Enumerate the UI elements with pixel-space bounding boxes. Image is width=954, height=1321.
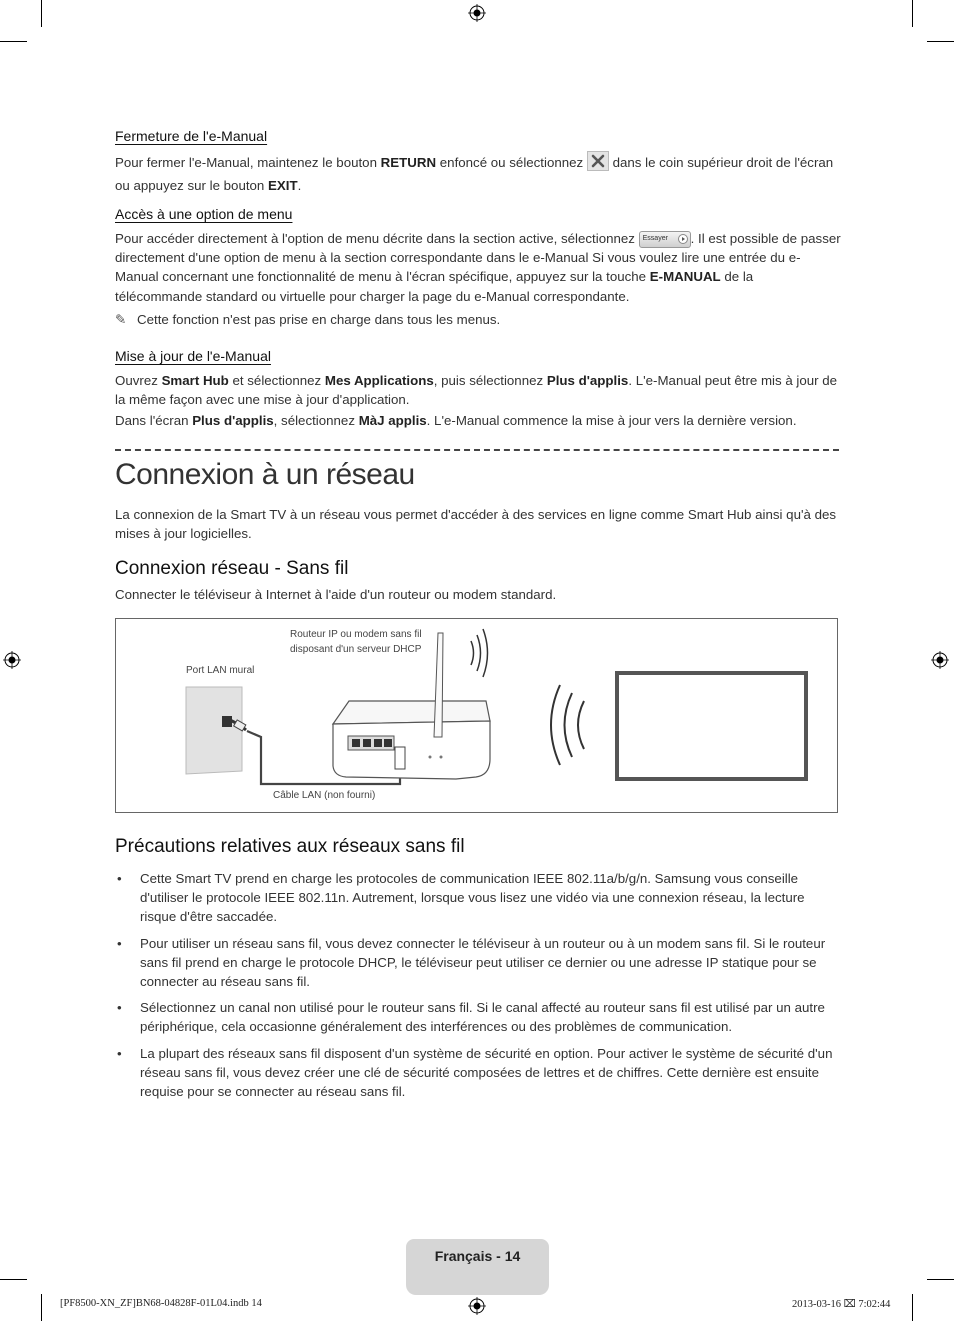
crop-mark-right-top: [927, 41, 954, 42]
router-wifi-waves-icon: [471, 629, 488, 677]
crop-mark-right-bottom: [927, 1279, 954, 1280]
crop-mark-top-right: [912, 0, 913, 27]
network-diagram: [115, 618, 838, 813]
intro-text: La connexion de la Smart TV à un réseau vous permet d'accéder à des services en ligne comme Smart Hub ainsi qu'à des mises à jour logicielles.: [115, 507, 837, 542]
page-title: Connexion à un réseau: [115, 458, 415, 491]
tv-illustration: [617, 673, 806, 779]
file-info: [PF8500-XN_ZF]BN68-04828F-01L04.indb 14: [60, 1298, 262, 1309]
lan-port-label: Port LAN mural: [186, 665, 255, 676]
tv-wifi-waves-icon: [551, 685, 584, 765]
section-title-close-emanual: Fermeture de l'e-Manual: [115, 128, 268, 144]
page-number-tab: [406, 1239, 549, 1295]
list-item: • Cette Smart TV prend en charge les protocoles de communication IEEE 802.11a/b/g/n. Samsung vous conseille d'utiliser le protocole IEEE 802.11n. Autrement, lorsque vous lisez une vidéo via une connexion réseau, la lecture risque d'être saccadée.: [115, 869, 840, 927]
precautions-heading: Précautions relatives aux réseaux sans fil: [115, 836, 465, 857]
registration-mark-icon: [931, 651, 949, 669]
section-menu-access-text: Pour accéder directement à l'option de menu décrite dans la section active, sélectionnez Essayer . Il est possible de passer directement d'une option de menu à la section correspondante dans le e-Manual Si vous voulez lire une entrée du e-Manual concernant une fonctionnalité de menu à l'écran spécifique, appuyez sur la touche E-MANUAL de la télécommande standard ou virtuelle pour charger la page du e-Manual correspondante.: [115, 231, 841, 304]
section-title-update-emanual: Mise à jour de l'e-Manual: [115, 348, 271, 364]
try-now-button[interactable]: [639, 231, 691, 248]
cable-label: Câble LAN (non fourni): [273, 790, 376, 801]
list-item: • Sélectionnez un canal non utilisé pour le routeur sans fil. Si le canal affecté au routeur sans fil est utilisé par un autre périphérique, cela occasionne généralement des interférences ou des problèmes de communication.: [115, 998, 840, 1036]
section-update-emanual-text-2: Dans l'écran Plus d'applis, sélectionnez MàJ applis. L'e-Manual commence la mise à jour vers la dernière version.: [115, 413, 797, 428]
router-label-line-2: disposant d'un serveur DHCP: [290, 644, 422, 655]
note-line: [115, 310, 500, 329]
try-now-button-label: Essayer: [642, 234, 668, 242]
list-item: • La plupart des réseaux sans fil disposent d'un système de sécurité en option. Pour activer le système de sécurité d'un réseau sans fil, vous devez créer une clé de sécurité composées de lettres et de chiffres. Cette dernière est ensuite requise pour se connecter au réseau sans fil.: [115, 1044, 840, 1102]
date-info: 2013-03-16 ⌧ 7:02:44: [792, 1299, 891, 1310]
registration-mark-icon: [468, 4, 486, 22]
crop-mark-bottom-left: [41, 1294, 42, 1321]
close-x-icon: [587, 151, 609, 176]
note-text: Cette fonction n'est pas prise en charge dans tous les menus.: [137, 312, 501, 327]
page-number-label: Français - 14: [434, 1248, 521, 1264]
crop-mark-top-left: [41, 0, 42, 27]
crop-mark-left-bottom: [0, 1279, 27, 1280]
crop-mark-left-top: [0, 41, 27, 42]
registration-mark-icon: [468, 1297, 486, 1315]
section-close-emanual-text: Pour fermer l'e-Manual, maintenez le bouton RETURN enfoncé ou sélectionnez dans le coin supérieur droit de l'écran ou appuyez sur le bouton EXIT.: [115, 151, 843, 195]
section-title-menu-access: Accès à une option de menu: [115, 206, 293, 222]
wall-lan-port-illustration: [186, 687, 246, 774]
list-item: • Pour utiliser un réseau sans fil, vous devez connecter le téléviseur à un routeur ou à un modem sans fil. Si le routeur sans fil prend en charge le protocole DHCP, le téléviseur peut utiliser ce dernier ou une adresse IP statique pour se connecter au réseau sans fil.: [115, 934, 840, 992]
play-icon: [678, 234, 688, 244]
pencil-note-icon: ✎: [115, 312, 127, 327]
router-label-line-1: Routeur IP ou modem sans fil: [290, 629, 422, 640]
crop-mark-bottom-right: [912, 1294, 913, 1321]
wireless-heading: Connexion réseau - Sans fil: [115, 558, 349, 579]
wireless-text: Connecter le téléviseur à Internet à l'aide d'un routeur ou modem standard.: [115, 587, 557, 602]
section-divider: [115, 449, 839, 451]
precautions-list: [115, 869, 840, 1108]
registration-mark-icon: [3, 651, 21, 669]
section-update-emanual-text-1: Ouvrez Smart Hub et sélectionnez Mes Applications, puis sélectionnez Plus d'applis. L'e-Manual peut être mis à jour de la même façon avec une mise à jour d'application.: [115, 373, 838, 408]
